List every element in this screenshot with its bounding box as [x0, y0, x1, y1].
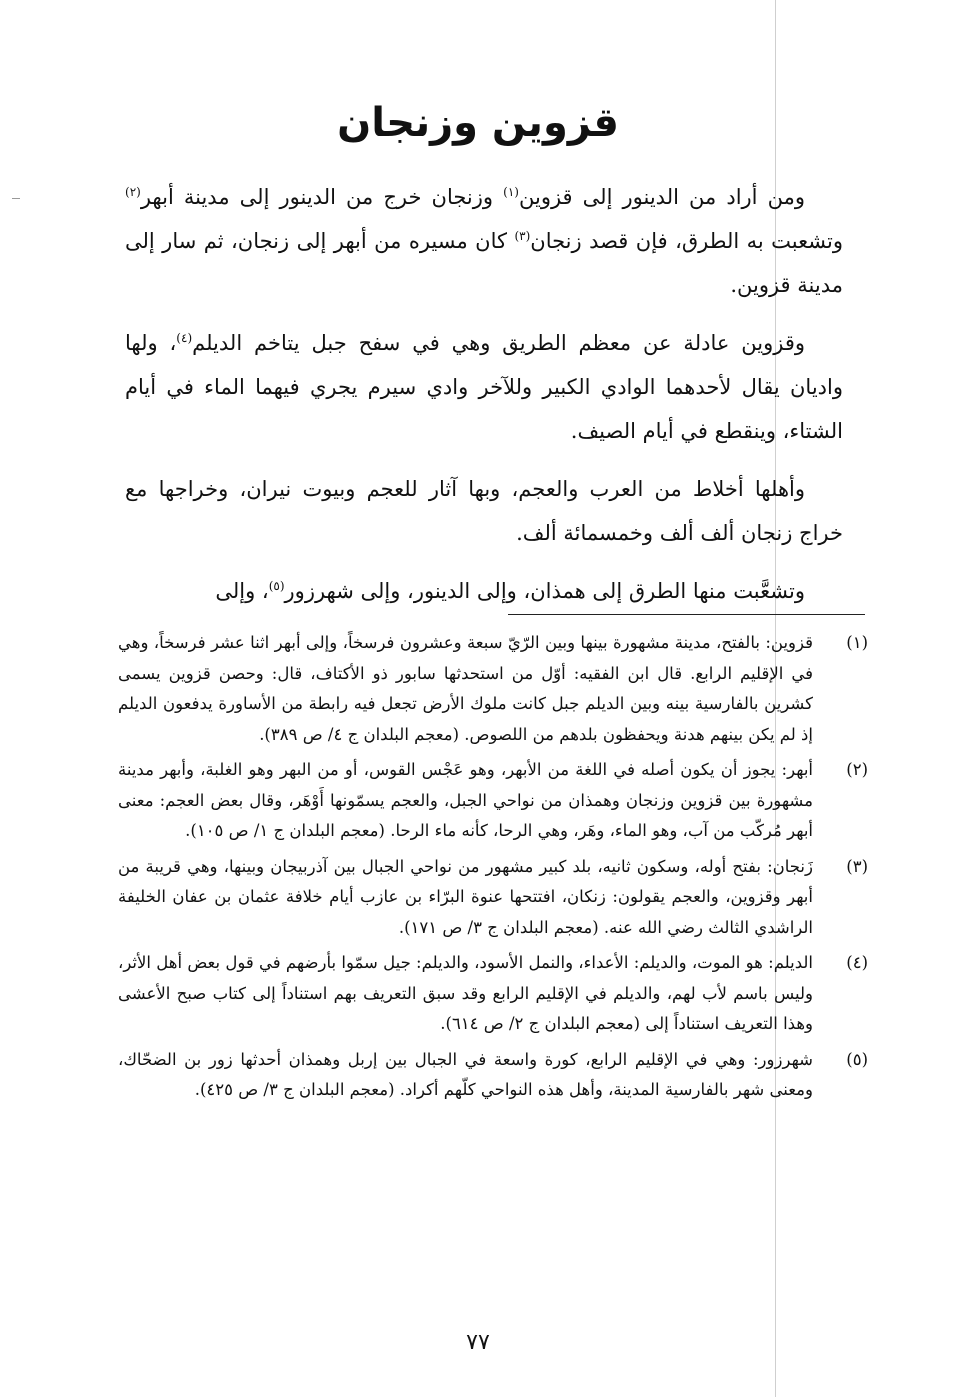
footnote	[118, 1045, 868, 1106]
text-run: ، وإلى	[215, 579, 269, 603]
text-run: وتشعبت به الطرق، فإن قصد زنجان	[530, 229, 843, 253]
footnote-number: (٣)	[846, 856, 868, 876]
footnote-ref: (٥)	[268, 579, 285, 593]
paragraph	[125, 569, 843, 613]
footnote-ref: (٣)	[514, 229, 531, 243]
footnote-ref: (٢)	[125, 185, 141, 199]
footnote-text: زَنجان: بفتح أوله، وسكون ثانيه، بلد كبير مشهور من نواحي الجبال بين آذربيجان وبينها، وهي قريبة من أبهر وقزوين، والعجم يقولون: زنكان، افتتحها عنوة البرّاء بن عازب أيام خلافة عثمان بن عفان الخليفة الراشدي الثالث رضي الله عنه. (معجم البلدان ج ٣/ ص ١٧١).	[118, 856, 813, 937]
footnotes	[118, 628, 868, 1111]
page-number: ٧٧	[466, 1330, 490, 1355]
footnote-text: قزوين: بالفتح، مدينة مشهورة بينها وبين الرّيّ سبعة وعشرون فرسخاً، وإلى أبهر اثنا عشر فرسخاً، وهي في الإقليم الرابع. قال ابن الفقيه: أوّل من استحدثها سابور ذو الأكتاف، قال: وحصن قزوين يسمى كشرين بالفارسية بينه وبين الديلم جبل كانت ملوك الأرض تجعل فيه رابطة من الأساورة يدفعون الديلم إذ لم يكن بينهم هدنة ويحفظون بلدهم من اللصوص. (معجم البلدان ج ٤/ ص ٣٨٩).	[118, 633, 813, 744]
paragraph	[125, 467, 843, 555]
footnote-ref: (١)	[503, 185, 519, 199]
paragraph	[125, 321, 843, 453]
text-run: ومن أراد من الدينور إلى قزوين	[518, 185, 805, 209]
footnote-separator	[508, 614, 865, 615]
page-title: قزوين وزنجان	[337, 100, 619, 146]
paragraph	[125, 175, 843, 307]
text-run: وأهلها أخلاط من العرب والعجم، وبها آثار للعجم وبيوت نيران، وخراجها مع خراج زنجان ألف ألف وخمسمائة ألف.	[125, 477, 843, 545]
footnote-number: (٤)	[846, 953, 868, 972]
footnote-ref: (٤)	[176, 331, 193, 345]
text-run: وتشعَّبت منها الطرق إلى همذان، وإلى الدينور، وإلى شهرزور	[284, 579, 805, 603]
text-run: كان مسيره من أبهر إلى زنجان، ثم سار إلى مدينة قزوين.	[125, 229, 843, 297]
footnote	[118, 948, 868, 1040]
main-text	[125, 175, 843, 627]
footnote	[118, 628, 868, 750]
footnote-number: (١)	[846, 633, 868, 652]
scan-speck	[12, 198, 20, 199]
footnote-text: أبهر: يجوز أن يكون أصله في اللغة من الأبهر، وهو عَجْس القوس، أو من البهر وهو الغلبة، وأبهر مدينة مشهورة بين قزوين وزنجان وهمذان من نواحي الجبل، والعجم يسمّونها أَوْهَر، وقال بعض العجم: معنى أبهر مُركّب من آب، وهو الماء، وهَر، وهي الرحا، كأنه ماء الرحا. (معجم البلدان ج ١/ ص ١٠٥).	[118, 760, 813, 840]
footnote-text: شهرزور: وهي في الإقليم الرابع، كورة واسعة في الجبال بين إربل وهمذان أحدثها زور بن الضحّاك، ومعنى شهر بالفارسية المدينة، وأهل هذه النواحي كلّهم أكراد. (معجم البلدان ج ٣/ ص ٤٢٥).	[118, 1049, 813, 1099]
footnote	[118, 852, 868, 944]
text-run: وقزوين عادلة عن معظم الطريق وهي في سفح جبل يتاخم الديلم	[192, 331, 805, 355]
footnote-number: (٢)	[846, 760, 868, 779]
text-run: وزنجان خرج من الدينور إلى مدينة أبهر	[140, 185, 504, 209]
footnote-text: الديلم: هو الموت، والديلم: الأعداء، والنمل الأسود، والديلم: جيل سمّوا بأرضهم في قول بعض أهل الأثر، وليس باسم لأب لهم، والديلم في الإقليم الرابع وقد سبق التعريف بهم استناداً إلى كتاب صبح الأعشى وهذا التعريف استناداً إلى (معجم البلدان ج ٢/ ص ٦١٤).	[118, 953, 813, 1033]
footnote	[118, 755, 868, 847]
footnote-number: (٥)	[846, 1049, 868, 1069]
text-run: ، ولها واديان يقال لأحدهما الوادي الكبير وللآخر وادي سيرم يجري فيهما الماء في أيام الشتاء، وينقطع في أيام الصيف.	[125, 331, 843, 443]
